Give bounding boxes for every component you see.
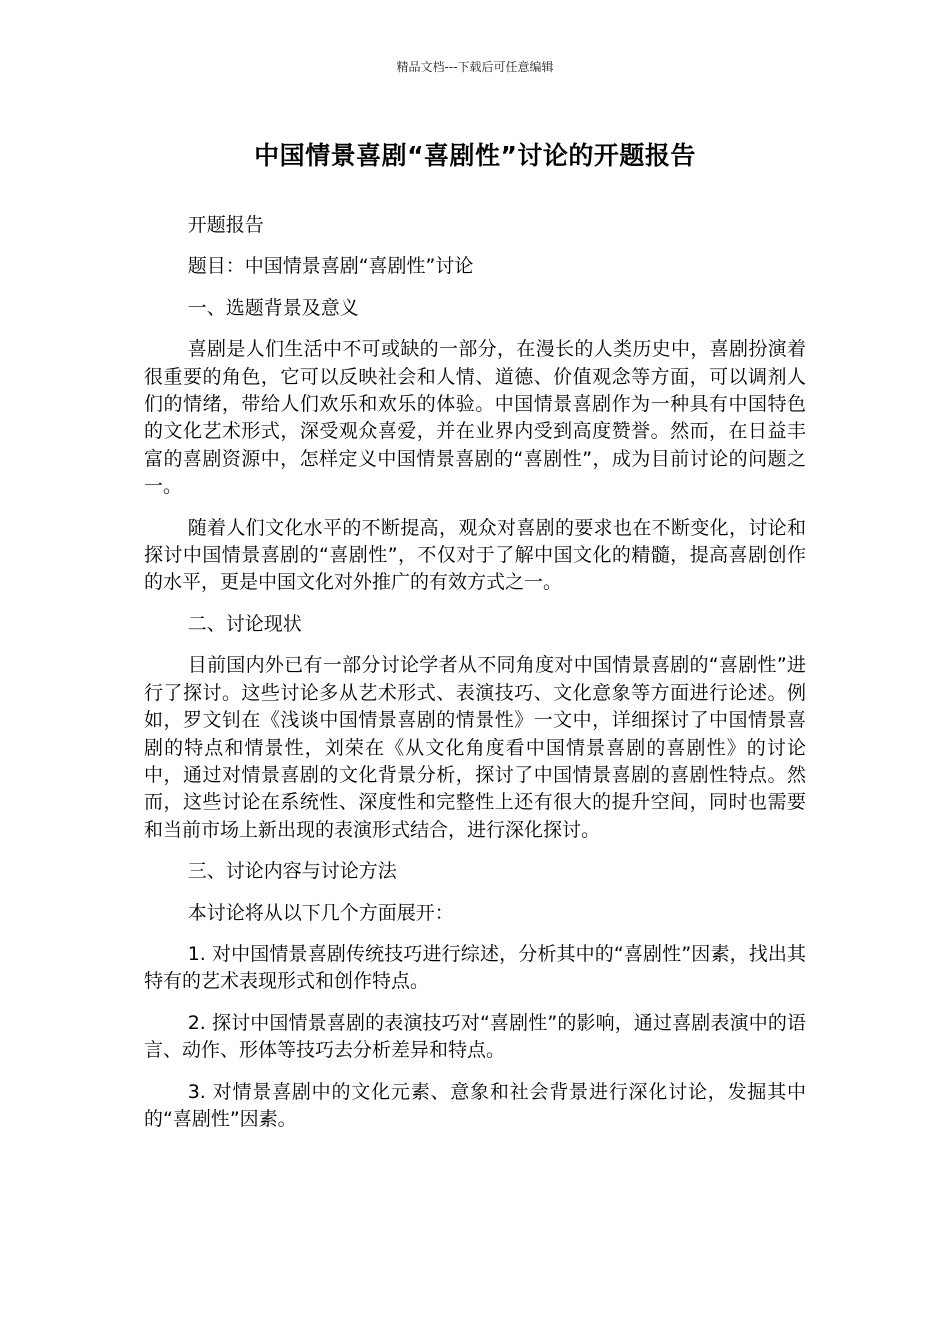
list-item-2: 2. 探讨中国情景喜剧的表演技巧对“喜剧性”的影响，通过喜剧表演中的语言、动作、形体等技巧去分析差异和特点。	[144, 1011, 806, 1062]
page-header: 精品文档---下载后可任意编辑	[396, 60, 554, 74]
topic-line: 题目：中国情景喜剧“喜剧性”讨论	[187, 255, 474, 278]
section-heading-1: 一、选题背景及意义	[187, 296, 359, 319]
section-heading-2: 二、讨论现状	[187, 612, 302, 635]
paragraph-status: 目前国内外已有一部分讨论学者从不同角度对中国情景喜剧的“喜剧性”进行了探讨。这些讨论多从艺术形式、表演技巧、文化意象等方面进行论述。例如，罗文钊在《浅谈中国情景喜剧的情景性》一文中，详细探讨了中国情景喜剧的特点和情景性，刘荣在《从文化角度看中国情景喜剧的喜剧性》的讨论中，通过对情景喜剧的文化背景分析，探讨了中国情景喜剧的喜剧性特点。然而，这些讨论在系统性、深度性和完整性上还有很大的提升空间，同时也需要和当前市场上新出现的表演形式结合，进行深化探讨。	[144, 654, 806, 841]
paragraph-significance: 随着人们文化水平的不断提高，观众对喜剧的要求也在不断变化，讨论和探讨中国情景喜剧的“喜剧性”，不仅对于了解中国文化的精髓，提高喜剧创作的水平，更是中国文化对外推广的有效方式之一。	[144, 516, 806, 594]
list-item-3: 3. 对情景喜剧中的文化元素、意象和社会背景进行深化讨论，发掘其中的“喜剧性”因素。	[144, 1080, 806, 1130]
report-label: 开题报告	[187, 214, 264, 236]
list-item-1: 1. 对中国情景喜剧传统技巧进行综述，分析其中的“喜剧性”因素，找出其特有的艺术表现形式和创作特点。	[144, 942, 806, 993]
paragraph-intro: 本讨论将从以下几个方面展开：	[187, 901, 454, 924]
document-body	[144, 212, 806, 1147]
section-heading-3: 三、讨论内容与讨论方法	[187, 860, 397, 883]
document-title: 中国情景喜剧“喜剧性”讨论的开题报告	[254, 141, 696, 170]
paragraph-background: 喜剧是人们生活中不可或缺的一部分，在漫长的人类历史中，喜剧扮演着很重要的角色，它可以反映社会和人情、道德、价值观念等方面，可以调剂人们的情绪，带给人们欢乐和欢乐的体验。中国情景喜剧作为一种具有中国特色的文化艺术形式，深受观众喜爱，并在业界内受到高度赞誉。然而，在日益丰富的喜剧资源中，怎样定义中国情景喜剧的“喜剧性”，成为目前讨论的问题之一。	[144, 338, 806, 498]
